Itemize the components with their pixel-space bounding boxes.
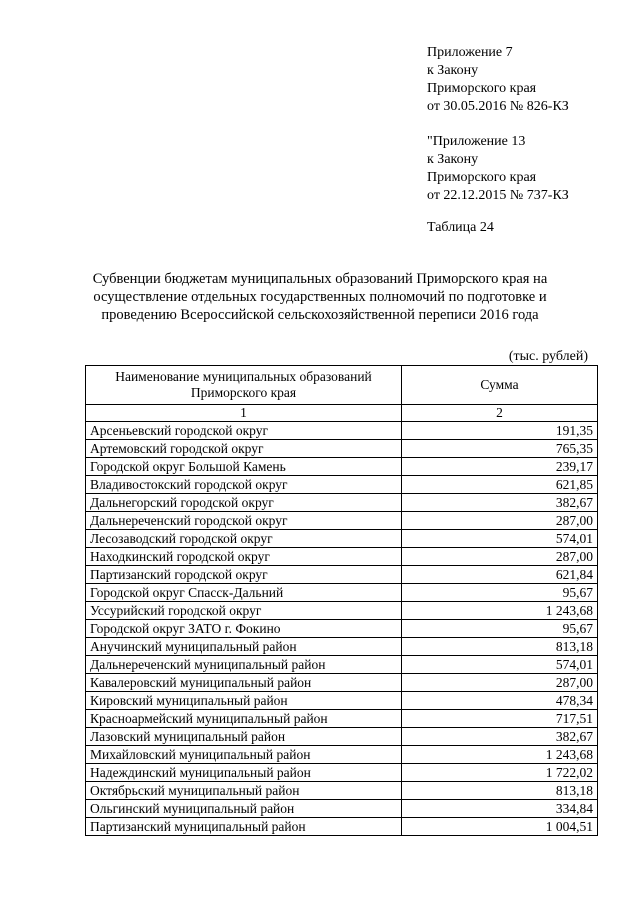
subvention-amount: 765,35 (402, 440, 598, 458)
title-line: Субвенции бюджетам муниципальных образований Приморского края на (92, 271, 548, 287)
subvention-amount: 287,00 (402, 548, 598, 566)
table-row (86, 566, 598, 584)
column-number-row (86, 405, 598, 422)
header-amount: Сумма (402, 366, 598, 405)
table-label: Таблица 24 (427, 220, 494, 235)
municipality-name: Городской округ Большой Камень (86, 458, 402, 476)
appendix-line: "Приложение 13 (427, 134, 526, 149)
subvention-amount: 382,67 (402, 494, 598, 512)
municipality-name: Городской округ ЗАТО г. Фокино (86, 620, 402, 638)
subvention-amount: 239,17 (402, 458, 598, 476)
appendix-line: от 30.05.2016 № 826-КЗ (427, 99, 569, 114)
subvention-amount: 382,67 (402, 728, 598, 746)
municipality-name: Дальнереченский муниципальный район (86, 656, 402, 674)
table-row (86, 818, 598, 836)
subvention-amount: 287,00 (402, 512, 598, 530)
subvention-amount: 574,01 (402, 530, 598, 548)
table-row (86, 764, 598, 782)
municipality-name: Надеждинский муниципальный район (86, 764, 402, 782)
subvention-amount: 1 722,02 (402, 764, 598, 782)
table-header-row (86, 366, 598, 405)
table-row (86, 620, 598, 638)
table-row (86, 746, 598, 764)
subvention-amount: 717,51 (402, 710, 598, 728)
subventions-table (85, 365, 598, 836)
table-row (86, 656, 598, 674)
title-line: проведению Всероссийской сельскохозяйственной переписи 2016 года (101, 307, 539, 323)
table-body (86, 422, 598, 836)
units-label: (тыс. рублей) (508, 349, 588, 364)
subvention-amount: 334,84 (402, 800, 598, 818)
municipality-name: Анучинский муниципальный район (86, 638, 402, 656)
column-number: 1 (86, 405, 402, 422)
municipality-name: Артемовский городской округ (86, 440, 402, 458)
municipality-name: Дальнегорский городской округ (86, 494, 402, 512)
municipality-name: Находкинский городской округ (86, 548, 402, 566)
table-row (86, 602, 598, 620)
table-row (86, 440, 598, 458)
municipality-name: Лазовский муниципальный район (86, 728, 402, 746)
subvention-amount: 621,85 (402, 476, 598, 494)
table-row (86, 584, 598, 602)
subvention-amount: 621,84 (402, 566, 598, 584)
municipality-name: Арсеньевский городской округ (86, 422, 402, 440)
municipality-name: Красноармейский муниципальный район (86, 710, 402, 728)
municipality-name: Кировский муниципальный район (86, 692, 402, 710)
appendix-line: к Закону (427, 63, 479, 78)
municipality-name: Лесозаводский городской округ (86, 530, 402, 548)
subvention-amount: 574,01 (402, 656, 598, 674)
table-row (86, 674, 598, 692)
appendix-line: от 22.12.2015 № 737-КЗ (427, 188, 569, 203)
appendix-13-reference (427, 133, 569, 205)
subvention-amount: 95,67 (402, 620, 598, 638)
municipality-name: Партизанский муниципальный район (86, 818, 402, 836)
appendix-line: Приморского края (427, 81, 537, 96)
table-row (86, 458, 598, 476)
municipality-name: Дальнереченский городской округ (86, 512, 402, 530)
subvention-amount: 1 243,68 (402, 746, 598, 764)
municipality-name: Городской округ Спасск-Дальний (86, 584, 402, 602)
table-row (86, 494, 598, 512)
title-line: осуществление отдельных государственных полномочий по подготовке и (93, 289, 547, 305)
municipality-name: Уссурийский городской округ (86, 602, 402, 620)
subvention-amount: 1 243,68 (402, 602, 598, 620)
subvention-amount: 191,35 (402, 422, 598, 440)
table-row (86, 422, 598, 440)
table-row (86, 710, 598, 728)
header-municipality: Наименование муниципальных образований Приморского края (86, 366, 402, 405)
table-row (86, 800, 598, 818)
municipality-name: Михайловский муниципальный район (86, 746, 402, 764)
subvention-amount: 813,18 (402, 638, 598, 656)
subvention-amount: 95,67 (402, 584, 598, 602)
municipality-name: Владивостокский городской округ (86, 476, 402, 494)
municipality-name: Октябрьский муниципальный район (86, 782, 402, 800)
document-title (60, 270, 580, 324)
municipality-name: Партизанский городской округ (86, 566, 402, 584)
subvention-amount: 478,34 (402, 692, 598, 710)
table-row (86, 548, 598, 566)
municipality-name: Кавалеровский муниципальный район (86, 674, 402, 692)
table-row (86, 638, 598, 656)
subvention-amount: 287,00 (402, 674, 598, 692)
table-row (86, 512, 598, 530)
table-row (86, 692, 598, 710)
column-number: 2 (402, 405, 598, 422)
table-row (86, 476, 598, 494)
table-row (86, 530, 598, 548)
municipality-name: Ольгинский муниципальный район (86, 800, 402, 818)
subvention-amount: 813,18 (402, 782, 598, 800)
appendix-7-reference (427, 44, 569, 116)
appendix-line: Приморского края (427, 170, 537, 185)
appendix-line: к Закону (427, 152, 479, 167)
table-row (86, 728, 598, 746)
subvention-amount: 1 004,51 (402, 818, 598, 836)
appendix-line: Приложение 7 (427, 45, 513, 60)
table-row (86, 782, 598, 800)
